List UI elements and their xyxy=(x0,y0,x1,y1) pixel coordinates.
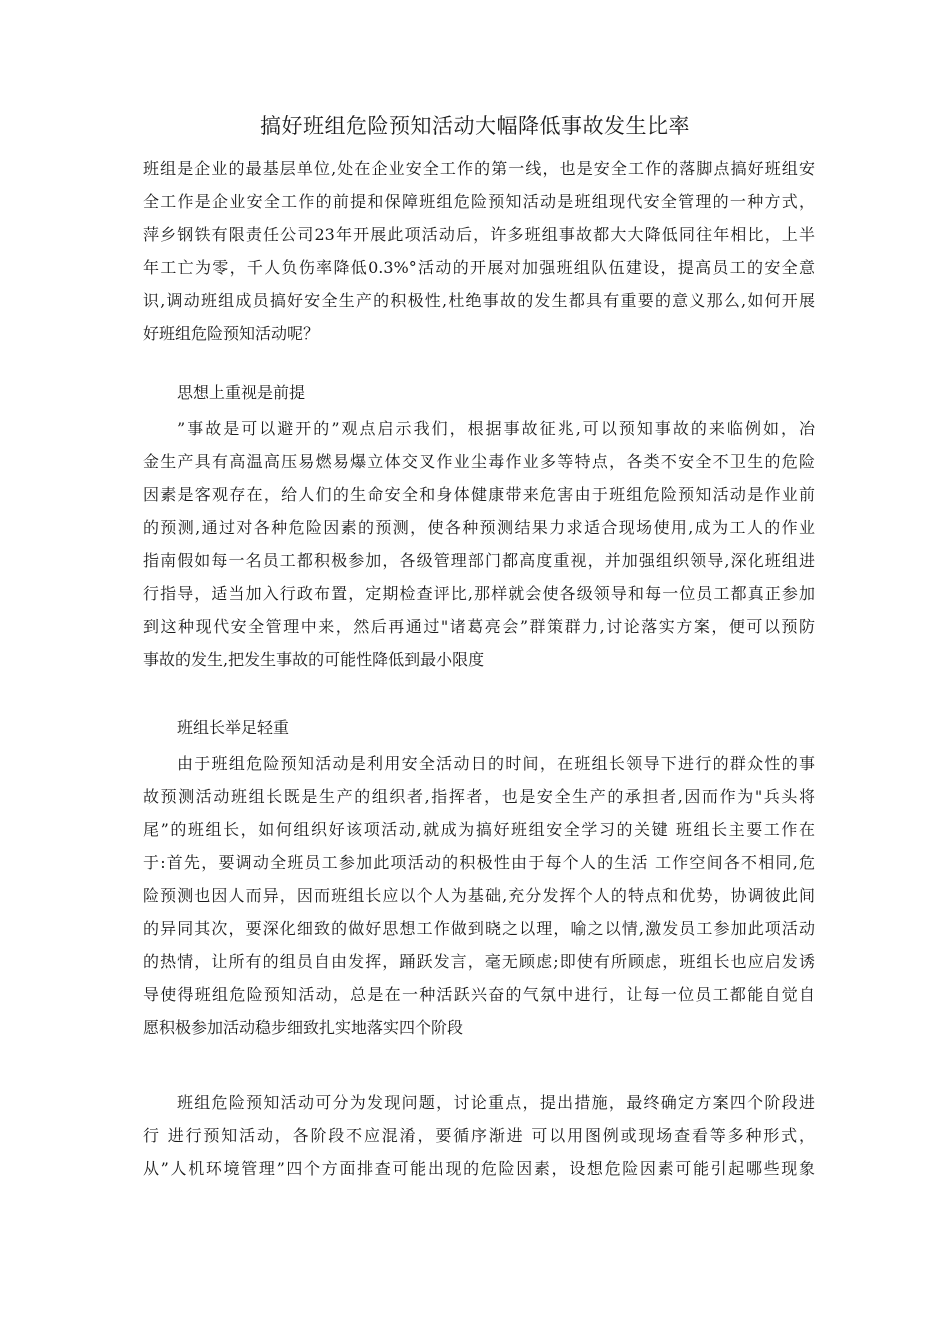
paragraph-line: 因素是客观存在，给人们的生命安全和身体健康带来危害由于班组危险预知活动是作业前 xyxy=(143,485,815,504)
paragraph-line: 金生产具有高温高压易燃易爆立体交叉作业尘毒作业多等特点，各类不安全不卫生的危险 xyxy=(143,452,815,471)
paragraph-line: 从”人机环境管理”四个方面排查可能出现的危险因素，设想危险因素可能引起哪些现象 xyxy=(143,1159,815,1178)
paragraph-line: 导使得班组危险预知活动，总是在一种活跃兴奋的气氛中进行，让每一位员工都能自觉自 xyxy=(143,985,815,1004)
document-title: 搞好班组危险预知活动大幅降低事故发生比率 xyxy=(260,114,690,138)
paragraph-line: 事故的发生,把发生事故的可能性降低到最小限度 xyxy=(143,650,485,669)
section2-paragraph xyxy=(143,747,815,1044)
paragraph-line: 年工亡为零，千人负伤率降低0.3%°活动的开展对加强班组队伍建设，提高员工的安全意 xyxy=(143,258,815,277)
intro-paragraph xyxy=(143,152,815,350)
paragraph-line: 萍乡钢铁有限责任公司23年开展此项活动后，许多班组事故都大大降低同往年相比，上半 xyxy=(143,225,815,244)
paragraph-line: 到这种现代安全管理中来，然后再通过"诸葛亮会”群策群力,讨论落实方案，便可以预防 xyxy=(143,617,815,636)
paragraph-line: 尾”的班组长，如何组织好该项活动,就成为搞好班组安全学习的关键 班组长主要工作在 xyxy=(143,820,815,839)
paragraph-line: ”事故是可以避开的”观点启示我们，根据事故征兆,可以预知事故的来临例如，冶 xyxy=(177,419,815,438)
paragraph-line: 指南假如每一名员工都积极参加，各级管理部门都高度重视，并加强组织领导,深化班组进 xyxy=(143,551,815,570)
paragraph-line: 险预测也因人而异，因而班组长应以个人为基础,充分发挥个人的特点和优势，协调彼此间 xyxy=(143,886,815,905)
section3-paragraph xyxy=(143,1086,815,1185)
paragraph-line: 班组危险预知活动可分为发现问题，讨论重点，提出措施，最终确定方案四个阶段进 xyxy=(177,1093,815,1112)
paragraph-line: 由于班组危险预知活动是利用安全活动日的时间，在班组长领导下进行的群众性的事 xyxy=(177,754,815,773)
paragraph-line: 于:首先，要调动全班员工参加此项活动的积极性由于每个人的生活 工作空间各不相同,危 xyxy=(143,853,815,872)
paragraph-line: 好班组危险预知活动呢？ xyxy=(143,324,320,343)
paragraph-line: 识,调动班组成员搞好安全生产的积极性,杜绝事故的发生都具有重要的意义那么,如何开展 xyxy=(143,291,815,310)
paragraph-line: 愿积极参加活动稳步细致扎实地落实四个阶段 xyxy=(143,1018,464,1037)
paragraph-line: 行 进行预知活动，各阶段不应混淆，要循序渐进 可以用图例或现场查看等多种形式， xyxy=(143,1126,815,1145)
paragraph-line: 的热情，让所有的组员自由发挥，踊跃发言，毫无顾虑;即使有所顾虑，班组长也应启发诱 xyxy=(143,952,815,971)
paragraph-line: 的预测,通过对各种危险因素的预测，使各种预测结果力求适合现场使用,成为工人的作业 xyxy=(143,518,815,537)
paragraph-line: 故预测活动班组长既是生产的组织者,指挥者，也是安全生产的承担者,因而作为"兵头将 xyxy=(143,787,815,806)
paragraph-line: 班组是企业的最基层单位,处在企业安全工作的第一线，也是安全工作的落脚点搞好班组安 xyxy=(143,159,815,178)
paragraph-line: 全工作是企业安全工作的前提和保障班组危险预知活动是班组现代安全管理的一种方式， xyxy=(143,192,815,211)
section-heading: 班组长举足轻重 xyxy=(177,718,290,737)
paragraph-line: 行指导，适当加入行政布置，定期检查评比,那样就会使各级领导和每一位员工都真正参加 xyxy=(143,584,815,603)
section-heading: 思想上重视是前提 xyxy=(177,383,306,402)
paragraph-line: 的异同其次，要深化细致的做好思想工作做到晓之以理，喻之以情,激发员工参加此项活动 xyxy=(143,919,815,938)
section1-paragraph xyxy=(143,412,815,676)
